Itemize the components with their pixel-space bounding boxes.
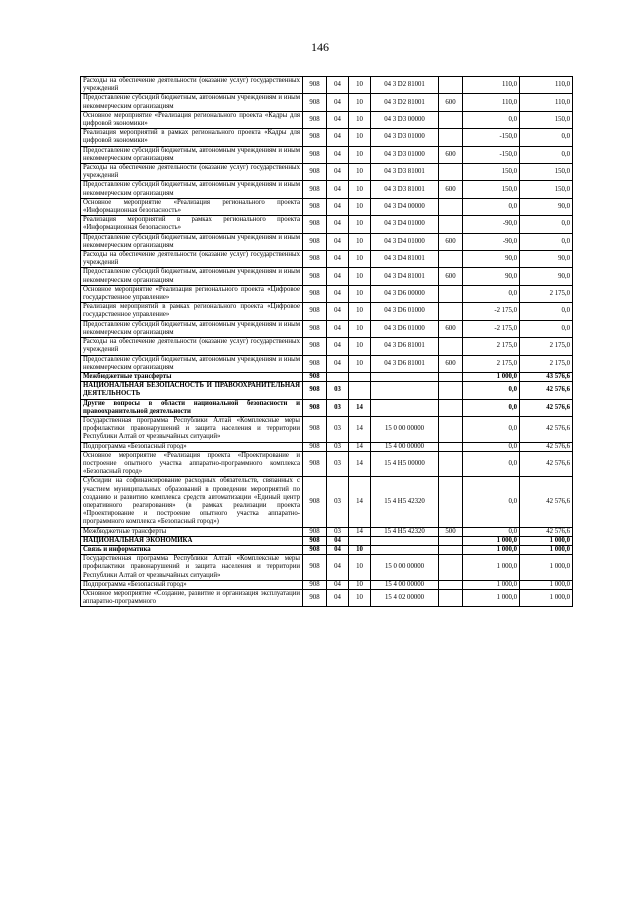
grbs-code-cell: 908 [303, 338, 327, 355]
amount-change-cell: 0,0 [463, 111, 520, 128]
expense-type-cell [439, 545, 463, 554]
item-name-cell: Расходы на обеспечение деятельности (оказание услуг) государственных учреждений [81, 77, 303, 94]
table-row [81, 146, 573, 163]
grbs-code-cell: 908 [303, 198, 327, 215]
amount-change-cell: 1 000,0 [463, 545, 520, 554]
amount-change-cell: 0,0 [463, 416, 520, 442]
section-code-cell: 03 [327, 477, 349, 527]
amount-total-cell: 150,0 [520, 181, 573, 198]
item-name-cell: Реализация мероприятий в рамках регионального проекта «Кадры для цифровой экономики» [81, 129, 303, 146]
amount-total-cell: 42 576,6 [520, 451, 573, 477]
amount-change-cell: 0,0 [463, 527, 520, 536]
subsection-code-cell: 10 [349, 251, 371, 268]
amount-change-cell: 0,0 [463, 451, 520, 477]
expense-type-cell [439, 164, 463, 181]
amount-total-cell: 0,0 [520, 303, 573, 320]
table-row [81, 477, 573, 527]
amount-change-cell: 150,0 [463, 164, 520, 181]
table-row [81, 442, 573, 451]
table-row [81, 198, 573, 215]
item-name-cell: Межбюджетные трансферты [81, 372, 303, 381]
grbs-code-cell: 908 [303, 580, 327, 589]
table-row [81, 589, 573, 606]
subsection-code-cell: 10 [349, 580, 371, 589]
subsection-code-cell: 10 [349, 303, 371, 320]
table-row [81, 527, 573, 536]
expense-type-cell: 600 [439, 355, 463, 372]
table-row [81, 338, 573, 355]
table-row [81, 580, 573, 589]
target-article-cell: 15 4 H5 42320 [371, 527, 439, 536]
expense-type-cell [439, 477, 463, 527]
section-code-cell: 04 [327, 580, 349, 589]
item-name-cell: НАЦИОНАЛЬНАЯ ЭКОНОМИКА [81, 536, 303, 545]
target-article-cell [371, 536, 439, 545]
grbs-code-cell: 908 [303, 111, 327, 128]
table-row [81, 268, 573, 285]
section-code-cell: 04 [327, 164, 349, 181]
expense-type-cell [439, 338, 463, 355]
target-article-cell: 04 3 D3 01000 [371, 129, 439, 146]
amount-change-cell: 0,0 [463, 382, 520, 399]
grbs-code-cell: 908 [303, 399, 327, 416]
amount-total-cell: 0,0 [520, 233, 573, 250]
table-row [81, 451, 573, 477]
table-body [81, 77, 573, 607]
expense-type-cell [439, 451, 463, 477]
amount-change-cell: -150,0 [463, 146, 520, 163]
grbs-code-cell: 908 [303, 129, 327, 146]
amount-total-cell: 110,0 [520, 77, 573, 94]
section-code-cell: 04 [327, 589, 349, 606]
grbs-code-cell: 908 [303, 442, 327, 451]
amount-total-cell: 1 000,0 [520, 536, 573, 545]
subsection-code-cell: 10 [349, 589, 371, 606]
subsection-code-cell: 10 [349, 555, 371, 581]
table-row [81, 399, 573, 416]
target-article-cell: 15 0 00 00000 [371, 416, 439, 442]
subsection-code-cell: 10 [349, 233, 371, 250]
amount-change-cell: -90,0 [463, 233, 520, 250]
section-code-cell: 04 [327, 303, 349, 320]
amount-change-cell: 90,0 [463, 268, 520, 285]
subsection-code-cell: 10 [349, 94, 371, 111]
grbs-code-cell: 908 [303, 285, 327, 302]
amount-total-cell: 43 576,6 [520, 372, 573, 381]
expense-type-cell [439, 399, 463, 416]
target-article-cell: 04 3 D4 01000 [371, 233, 439, 250]
amount-total-cell: 42 576,6 [520, 399, 573, 416]
amount-change-cell: 2 175,0 [463, 355, 520, 372]
expense-type-cell: 600 [439, 320, 463, 337]
amount-total-cell: 42 576,6 [520, 527, 573, 536]
table-row [81, 164, 573, 181]
section-code-cell: 04 [327, 555, 349, 581]
subsection-code-cell [349, 372, 371, 381]
target-article-cell: 04 3 D4 81001 [371, 251, 439, 268]
section-code-cell: 04 [327, 216, 349, 233]
item-name-cell: Связь и информатика [81, 545, 303, 554]
table-row [81, 372, 573, 381]
subsection-code-cell: 14 [349, 451, 371, 477]
item-name-cell: Предоставление субсидий бюджетным, автономным учреждениям и иным некоммерческим организациям [81, 320, 303, 337]
grbs-code-cell: 908 [303, 216, 327, 233]
amount-change-cell: 0,0 [463, 198, 520, 215]
amount-total-cell: 0,0 [520, 320, 573, 337]
expense-type-cell [439, 198, 463, 215]
target-article-cell: 04 3 D6 01000 [371, 303, 439, 320]
expense-type-cell: 600 [439, 94, 463, 111]
subsection-code-cell [349, 536, 371, 545]
subsection-code-cell: 10 [349, 146, 371, 163]
expense-type-cell [439, 536, 463, 545]
amount-change-cell: -90,0 [463, 216, 520, 233]
amount-total-cell: 0,0 [520, 146, 573, 163]
subsection-code-cell: 10 [349, 181, 371, 198]
amount-total-cell: 0,0 [520, 129, 573, 146]
grbs-code-cell: 908 [303, 320, 327, 337]
table-row [81, 536, 573, 545]
target-article-cell: 04 3 D6 00000 [371, 285, 439, 302]
grbs-code-cell: 908 [303, 372, 327, 381]
section-code-cell: 04 [327, 268, 349, 285]
section-code-cell: 04 [327, 111, 349, 128]
expense-type-cell [439, 251, 463, 268]
amount-total-cell: 1 000,0 [520, 555, 573, 581]
amount-change-cell: 1 000,0 [463, 589, 520, 606]
expense-type-cell [439, 382, 463, 399]
expense-type-cell [439, 77, 463, 94]
grbs-code-cell: 908 [303, 382, 327, 399]
expense-type-cell [439, 216, 463, 233]
item-name-cell: Подпрограмма «Безопасный город» [81, 580, 303, 589]
target-article-cell [371, 545, 439, 554]
section-code-cell [327, 372, 349, 381]
item-name-cell: Межбюджетные трансферты [81, 527, 303, 536]
subsection-code-cell: 10 [349, 111, 371, 128]
target-article-cell: 04 3 D6 81001 [371, 355, 439, 372]
target-article-cell: 04 3 D4 00000 [371, 198, 439, 215]
target-article-cell: 15 4 00 00000 [371, 580, 439, 589]
page-number: 146 [311, 40, 329, 54]
grbs-code-cell: 908 [303, 536, 327, 545]
expense-type-cell [439, 589, 463, 606]
target-article-cell: 15 4 02 00000 [371, 589, 439, 606]
item-name-cell: Предоставление субсидий бюджетным, автономным учреждениям и иным некоммерческим организациям [81, 181, 303, 198]
item-name-cell: Предоставление субсидий бюджетным, автономным учреждениям и иным некоммерческим организациям [81, 94, 303, 111]
amount-change-cell: 110,0 [463, 77, 520, 94]
amount-change-cell: 150,0 [463, 181, 520, 198]
section-code-cell: 03 [327, 416, 349, 442]
grbs-code-cell: 908 [303, 251, 327, 268]
section-code-cell: 03 [327, 399, 349, 416]
amount-total-cell: 42 576,6 [520, 382, 573, 399]
expense-type-cell: 600 [439, 268, 463, 285]
item-name-cell: Предоставление субсидий бюджетным, автономным учреждениям и иным некоммерческим организациям [81, 268, 303, 285]
expense-type-cell: 500 [439, 527, 463, 536]
table-row [81, 233, 573, 250]
subsection-code-cell: 14 [349, 416, 371, 442]
expense-type-cell [439, 372, 463, 381]
item-name-cell: Другие вопросы в области национальной безопасности и правоохранительной деятельности [81, 399, 303, 416]
target-article-cell: 04 3 D2 81001 [371, 94, 439, 111]
subsection-code-cell: 10 [349, 268, 371, 285]
target-article-cell: 15 4 00 00000 [371, 442, 439, 451]
grbs-code-cell: 908 [303, 77, 327, 94]
target-article-cell: 04 3 D3 81001 [371, 181, 439, 198]
subsection-code-cell: 10 [349, 198, 371, 215]
expense-type-cell [439, 555, 463, 581]
section-code-cell: 04 [327, 146, 349, 163]
subsection-code-cell: 10 [349, 77, 371, 94]
expense-type-cell [439, 303, 463, 320]
target-article-cell: 04 3 D4 81001 [371, 268, 439, 285]
item-name-cell: Расходы на обеспечение деятельности (оказание услуг) государственных учреждений [81, 164, 303, 181]
amount-total-cell: 1 000,0 [520, 589, 573, 606]
item-name-cell: Государственная программа Республики Алтай «Комплексные меры профилактики правонарушений и защита населения и территории Республики Алтай от чрезвычайных ситуаций» [81, 555, 303, 581]
amount-change-cell: 0,0 [463, 399, 520, 416]
target-article-cell: 04 3 D3 00000 [371, 111, 439, 128]
amount-change-cell: 2 175,0 [463, 338, 520, 355]
table-row [81, 216, 573, 233]
amount-change-cell: -2 175,0 [463, 303, 520, 320]
target-article-cell [371, 382, 439, 399]
item-name-cell: Основное мероприятие «Создание, развитие и организация эксплуатации аппаратно-программного [81, 589, 303, 606]
grbs-code-cell: 908 [303, 303, 327, 320]
item-name-cell: Основное мероприятие «Реализация регионального проекта «Информационная безопасность» [81, 198, 303, 215]
target-article-cell: 04 3 D6 01000 [371, 320, 439, 337]
section-code-cell: 04 [327, 129, 349, 146]
target-article-cell: 04 3 D6 81001 [371, 338, 439, 355]
grbs-code-cell: 908 [303, 164, 327, 181]
subsection-code-cell: 10 [349, 164, 371, 181]
item-name-cell: Расходы на обеспечение деятельности (оказание услуг) государственных учреждений [81, 338, 303, 355]
expense-type-cell: 600 [439, 181, 463, 198]
subsection-code-cell: 10 [349, 355, 371, 372]
section-code-cell: 04 [327, 94, 349, 111]
subsection-code-cell: 10 [349, 129, 371, 146]
section-code-cell: 04 [327, 545, 349, 554]
amount-total-cell: 110,0 [520, 94, 573, 111]
expense-type-cell [439, 442, 463, 451]
item-name-cell: Предоставление субсидий бюджетным, автономным учреждениям и иным некоммерческим организациям [81, 146, 303, 163]
section-code-cell: 04 [327, 536, 349, 545]
amount-total-cell: 1 000,0 [520, 580, 573, 589]
item-name-cell: НАЦИОНАЛЬНАЯ БЕЗОПАСНОСТЬ И ПРАВООХРАНИТЕЛЬНАЯ ДЕЯТЕЛЬНОСТЬ [81, 382, 303, 399]
target-article-cell: 15 0 00 00000 [371, 555, 439, 581]
target-article-cell [371, 372, 439, 381]
amount-change-cell: 1 000,0 [463, 372, 520, 381]
section-code-cell: 04 [327, 233, 349, 250]
amount-change-cell: 90,0 [463, 251, 520, 268]
subsection-code-cell: 10 [349, 320, 371, 337]
table-row [81, 251, 573, 268]
section-code-cell: 04 [327, 198, 349, 215]
table-row [81, 77, 573, 94]
amount-total-cell: 1 000,0 [520, 545, 573, 554]
grbs-code-cell: 908 [303, 181, 327, 198]
subsection-code-cell: 14 [349, 442, 371, 451]
section-code-cell: 04 [327, 320, 349, 337]
subsection-code-cell [349, 382, 371, 399]
amount-change-cell: 0,0 [463, 285, 520, 302]
target-article-cell: 04 3 D2 81001 [371, 77, 439, 94]
target-article-cell: 15 4 H5 00000 [371, 451, 439, 477]
target-article-cell: 04 3 D3 81001 [371, 164, 439, 181]
item-name-cell: Основное мероприятие «Реализация проекта «Проектирование и построение опытного участка аппаратно-программного комплекса «Безопасный город» [81, 451, 303, 477]
target-article-cell: 04 3 D3 01000 [371, 146, 439, 163]
amount-change-cell: 0,0 [463, 477, 520, 527]
item-name-cell: Расходы на обеспечение деятельности (оказание услуг) государственных учреждений [81, 251, 303, 268]
amount-total-cell: 150,0 [520, 164, 573, 181]
amount-total-cell: 0,0 [520, 216, 573, 233]
amount-total-cell: 42 576,6 [520, 477, 573, 527]
subsection-code-cell: 10 [349, 285, 371, 302]
amount-change-cell: 1 000,0 [463, 536, 520, 545]
expense-type-cell [439, 111, 463, 128]
amount-total-cell: 90,0 [520, 198, 573, 215]
table-row [81, 320, 573, 337]
grbs-code-cell: 908 [303, 545, 327, 554]
grbs-code-cell: 908 [303, 146, 327, 163]
amount-total-cell: 90,0 [520, 251, 573, 268]
grbs-code-cell: 908 [303, 94, 327, 111]
budget-table [80, 76, 573, 607]
amount-total-cell: 90,0 [520, 268, 573, 285]
table-row [81, 303, 573, 320]
section-code-cell: 03 [327, 442, 349, 451]
item-name-cell: Субсидии на софинансирование расходных обязательств, связанных с участием муниципальных образований в проведении мероприятий по созданию и развитию комплекса средств автоматизации «Единый центр оперативного реагирования» (в рамках реализации проекта «Проектирование и построение опытного участка аппаратно-программного комплекса «Безопасный город») [81, 477, 303, 527]
item-name-cell: Предоставление субсидий бюджетным, автономным учреждениям и иным некоммерческим организациям [81, 355, 303, 372]
amount-total-cell: 150,0 [520, 111, 573, 128]
subsection-code-cell: 10 [349, 545, 371, 554]
section-code-cell: 04 [327, 77, 349, 94]
subsection-code-cell: 10 [349, 338, 371, 355]
grbs-code-cell: 908 [303, 268, 327, 285]
amount-total-cell: 2 175,0 [520, 285, 573, 302]
table-row [81, 129, 573, 146]
table-row [81, 181, 573, 198]
amount-total-cell: 2 175,0 [520, 338, 573, 355]
item-name-cell: Реализация мероприятий в рамках регионального проекта «Цифровое государственное управление» [81, 303, 303, 320]
grbs-code-cell: 908 [303, 233, 327, 250]
table-row [81, 382, 573, 399]
subsection-code-cell: 10 [349, 216, 371, 233]
expense-type-cell [439, 580, 463, 589]
table-row [81, 355, 573, 372]
amount-change-cell: -150,0 [463, 129, 520, 146]
amount-change-cell: -2 175,0 [463, 320, 520, 337]
target-article-cell [371, 399, 439, 416]
amount-total-cell: 2 175,0 [520, 355, 573, 372]
section-code-cell: 04 [327, 338, 349, 355]
expense-type-cell [439, 416, 463, 442]
amount-change-cell: 1 000,0 [463, 555, 520, 581]
grbs-code-cell: 908 [303, 555, 327, 581]
amount-change-cell: 0,0 [463, 442, 520, 451]
item-name-cell: Подпрограмма «Безопасный город» [81, 442, 303, 451]
grbs-code-cell: 908 [303, 355, 327, 372]
amount-change-cell: 1 000,0 [463, 580, 520, 589]
section-code-cell: 04 [327, 285, 349, 302]
grbs-code-cell: 908 [303, 589, 327, 606]
item-name-cell: Основное мероприятие «Реализация регионального проекта «Цифровое государственное управление» [81, 285, 303, 302]
expense-type-cell [439, 285, 463, 302]
grbs-code-cell: 908 [303, 416, 327, 442]
grbs-code-cell: 908 [303, 451, 327, 477]
grbs-code-cell: 908 [303, 477, 327, 527]
section-code-cell: 03 [327, 382, 349, 399]
subsection-code-cell: 14 [349, 399, 371, 416]
expense-type-cell: 600 [439, 146, 463, 163]
section-code-cell: 03 [327, 451, 349, 477]
grbs-code-cell: 908 [303, 527, 327, 536]
section-code-cell: 04 [327, 355, 349, 372]
target-article-cell: 15 4 H5 42320 [371, 477, 439, 527]
amount-total-cell: 42 576,6 [520, 442, 573, 451]
table-row [81, 555, 573, 581]
table-row [81, 111, 573, 128]
table-row [81, 285, 573, 302]
section-code-cell: 04 [327, 251, 349, 268]
table-row [81, 545, 573, 554]
subsection-code-cell: 14 [349, 527, 371, 536]
expense-type-cell [439, 129, 463, 146]
table-row [81, 94, 573, 111]
item-name-cell: Основное мероприятие «Реализация регионального проекта «Кадры для цифровой экономики» [81, 111, 303, 128]
section-code-cell: 04 [327, 181, 349, 198]
item-name-cell: Предоставление субсидий бюджетным, автономным учреждениям и иным некоммерческим организациям [81, 233, 303, 250]
amount-total-cell: 42 576,6 [520, 416, 573, 442]
target-article-cell: 04 3 D4 01000 [371, 216, 439, 233]
item-name-cell: Реализация мероприятий в рамках регионального проекта «Информационная безопасность» [81, 216, 303, 233]
subsection-code-cell: 14 [349, 477, 371, 527]
amount-change-cell: 110,0 [463, 94, 520, 111]
table-row [81, 416, 573, 442]
item-name-cell: Государственная программа Республики Алтай «Комплексные меры профилактики правонарушений и защита населения и территории Республики Алтай от чрезвычайных ситуаций» [81, 416, 303, 442]
expense-type-cell: 600 [439, 233, 463, 250]
section-code-cell: 03 [327, 527, 349, 536]
